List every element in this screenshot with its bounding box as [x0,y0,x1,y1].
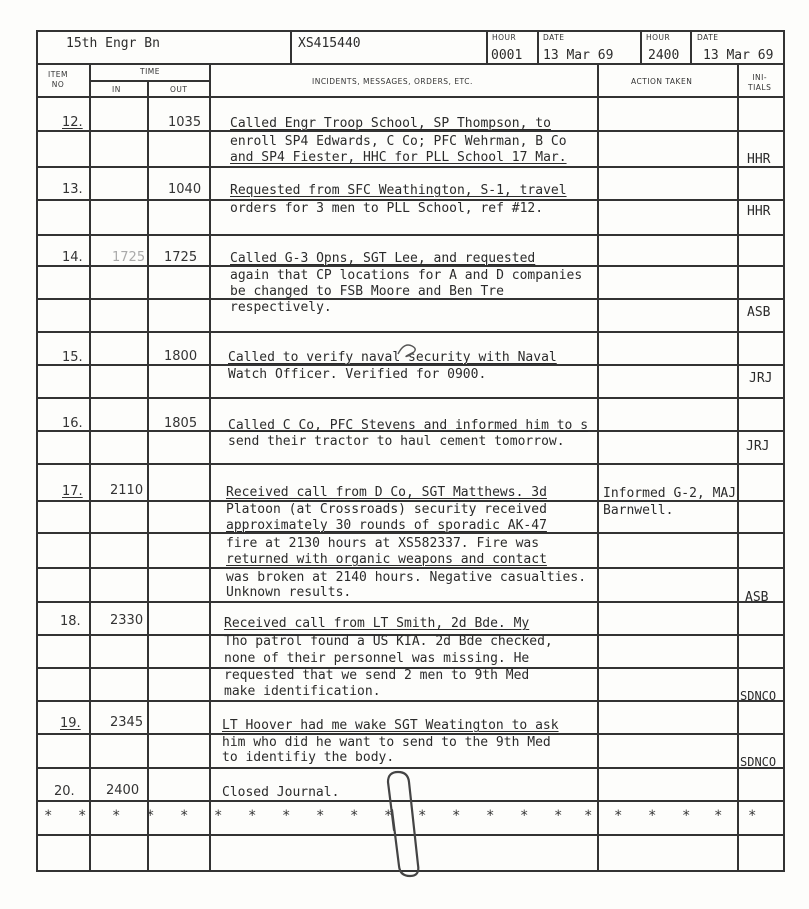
col-header-incidents: INCIDENTS, MESSAGES, ORDERS, ETC. [312,77,473,86]
incident-line: requested that we send 2 men to 9th Med [224,668,530,683]
col-header-time: TIME [140,67,161,76]
item-number: 17. [62,484,83,499]
time-out: 1040 [168,182,202,197]
incident-line: Requested from SFC Weathington, S-1, travel [230,183,567,198]
end-star: * [248,808,257,824]
time-out: 1805 [164,416,198,431]
row-line [36,397,784,399]
end-star: * [78,808,87,824]
end-star: * [214,808,223,824]
end-star: * [384,808,393,824]
col-header-item-no: ITEM NO [48,70,69,89]
unit-name: 15th Engr Bn [66,36,160,51]
end-star: * [44,808,53,824]
time-out: 1035 [168,115,202,130]
header-divider-hour2 [640,30,642,64]
end-star: * [486,808,495,824]
item-number: 15. [62,350,83,365]
item-number: 16. [62,416,83,431]
incident-line: LT Hoover had me wake SGT Weatington to ask [222,718,559,733]
row-line [36,767,784,769]
header-divider-date2 [690,30,692,64]
to-hour-label: HOUR [646,33,671,42]
end-star: * [350,808,359,824]
from-hour: 0001 [491,48,523,63]
from-hour-label: HOUR [492,33,517,42]
col-divider-item [89,63,91,872]
end-star: * [584,808,593,824]
col-header-action: ACTION TAKEN [631,77,693,86]
item-number: 19. [60,716,81,731]
col-divider-incidents [597,63,599,872]
incident-line: none of their personnel was missing. He [224,651,530,666]
item-number: 18. [60,614,81,629]
incident-line: again that CP locations for A and D companies [230,268,583,283]
initials: HHR [747,204,771,219]
incident-line: approximately 30 rounds of sporadic AK-47 [226,518,547,533]
row-line [36,700,784,702]
item-number: 20. [54,784,75,799]
header-divider-date1 [537,30,539,64]
end-star: * [180,808,189,824]
incident-line: make identification. [224,684,381,699]
to-date-label: DATE [697,33,719,42]
time-in: 2345 [110,715,144,730]
incident-line: orders for 3 men to PLL School, ref #12. [230,201,544,216]
incident-line: Watch Officer. Verified for 0900. [228,367,487,382]
incident-line: Platoon (at Crossroads) security received [226,502,547,517]
row-line [36,166,784,168]
end-star: * [452,808,461,824]
row-line [36,463,784,465]
border-top [36,30,784,32]
col-divider-out [209,63,211,872]
from-date: 13 Mar 69 [543,48,614,63]
incident-line: Called Engr Troop School, SP Thompson, to [230,116,551,131]
initials: JRJ [749,371,773,386]
incident-line: be changed to FSB Moore and Ben Tre [230,284,504,299]
time-out: 1725 [164,250,198,265]
incident-line: Tho patrol found a US KIA. 2d Bde checked, [224,634,553,649]
row-line [36,234,784,236]
col-header-initials: INI- TIALS [748,73,772,92]
time-out: 1800 [164,349,198,364]
incident-line: send their tractor to haul cement tomorrow. [228,434,565,449]
end-star: * [714,808,723,824]
col-header-out: OUT [170,85,188,94]
end-star: * [554,808,563,824]
paper-clip-icon [380,770,440,880]
initials: JRJ [746,439,770,454]
handwritten-mark-icon [394,340,424,360]
initials: ASB [747,305,771,320]
time-in: 2330 [110,613,144,628]
end-star: * [748,808,757,824]
end-star: * [614,808,623,824]
from-date-label: DATE [543,33,565,42]
end-star: * [648,808,657,824]
initials: SDNCO [740,755,777,769]
location-grid: XS415440 [298,36,361,51]
action-line: Informed G-2, MAJ [603,486,737,501]
end-star: * [282,808,291,824]
time-subheader-divider [89,80,210,82]
time-in: 1725 [112,250,146,265]
action-line: Barnwell. [603,503,674,518]
row-line [36,331,784,333]
col-divider-action [737,63,739,872]
incident-line: Closed Journal. [222,785,340,800]
incident-line: Unknown results. [226,585,352,600]
end-star: * [520,808,529,824]
border-right [783,30,785,872]
incident-line: returned with organic weapons and contact [226,552,547,567]
border-left [36,30,38,872]
header-divider-location [290,30,292,64]
incident-line: and SP4 Fiester, HHC for PLL School 17 Mar. [230,150,567,165]
initials: HHR [747,152,771,167]
incident-line: to identifiy the body. [222,750,395,765]
incident-line: him who did he want to send to the 9th Med [222,735,551,750]
item-number: 13. [62,182,83,197]
to-date: 13 Mar 69 [703,48,774,63]
time-in: 2400 [106,783,140,798]
end-star: * [682,808,691,824]
incident-line: Received call from LT Smith, 2d Bde. My [224,616,530,631]
initials: ASB [745,590,769,605]
end-star: * [418,808,427,824]
item-number: 12. [62,115,83,130]
initials: SDNCO [740,689,777,703]
item-number: 14. [62,250,83,265]
incident-line: respectively. [230,300,332,315]
incident-line: Called G-3 Opns, SGT Lee, and requested [230,251,536,266]
incident-line: fire at 2130 hours at XS582337. Fire was [226,536,540,551]
header-divider-hour1 [486,30,488,64]
incident-line: was broken at 2140 hours. Negative casualties. [226,570,587,585]
col-header-in: IN [112,85,121,94]
incident-line: Called to verify naval security with Naval [228,350,557,365]
row-line [36,601,784,603]
incident-line: enroll SP4 Edwards, C Co; PFC Wehrman, B Co [230,134,567,149]
incident-line: Called C Co, PFC Stevens and informed him to s [228,418,589,433]
time-in: 2110 [110,483,144,498]
incident-line: Received call from D Co, SGT Matthews. 3d [226,485,547,500]
to-hour: 2400 [648,48,680,63]
end-star: * [112,808,121,824]
end-star: * [146,808,155,824]
end-star: * [316,808,325,824]
